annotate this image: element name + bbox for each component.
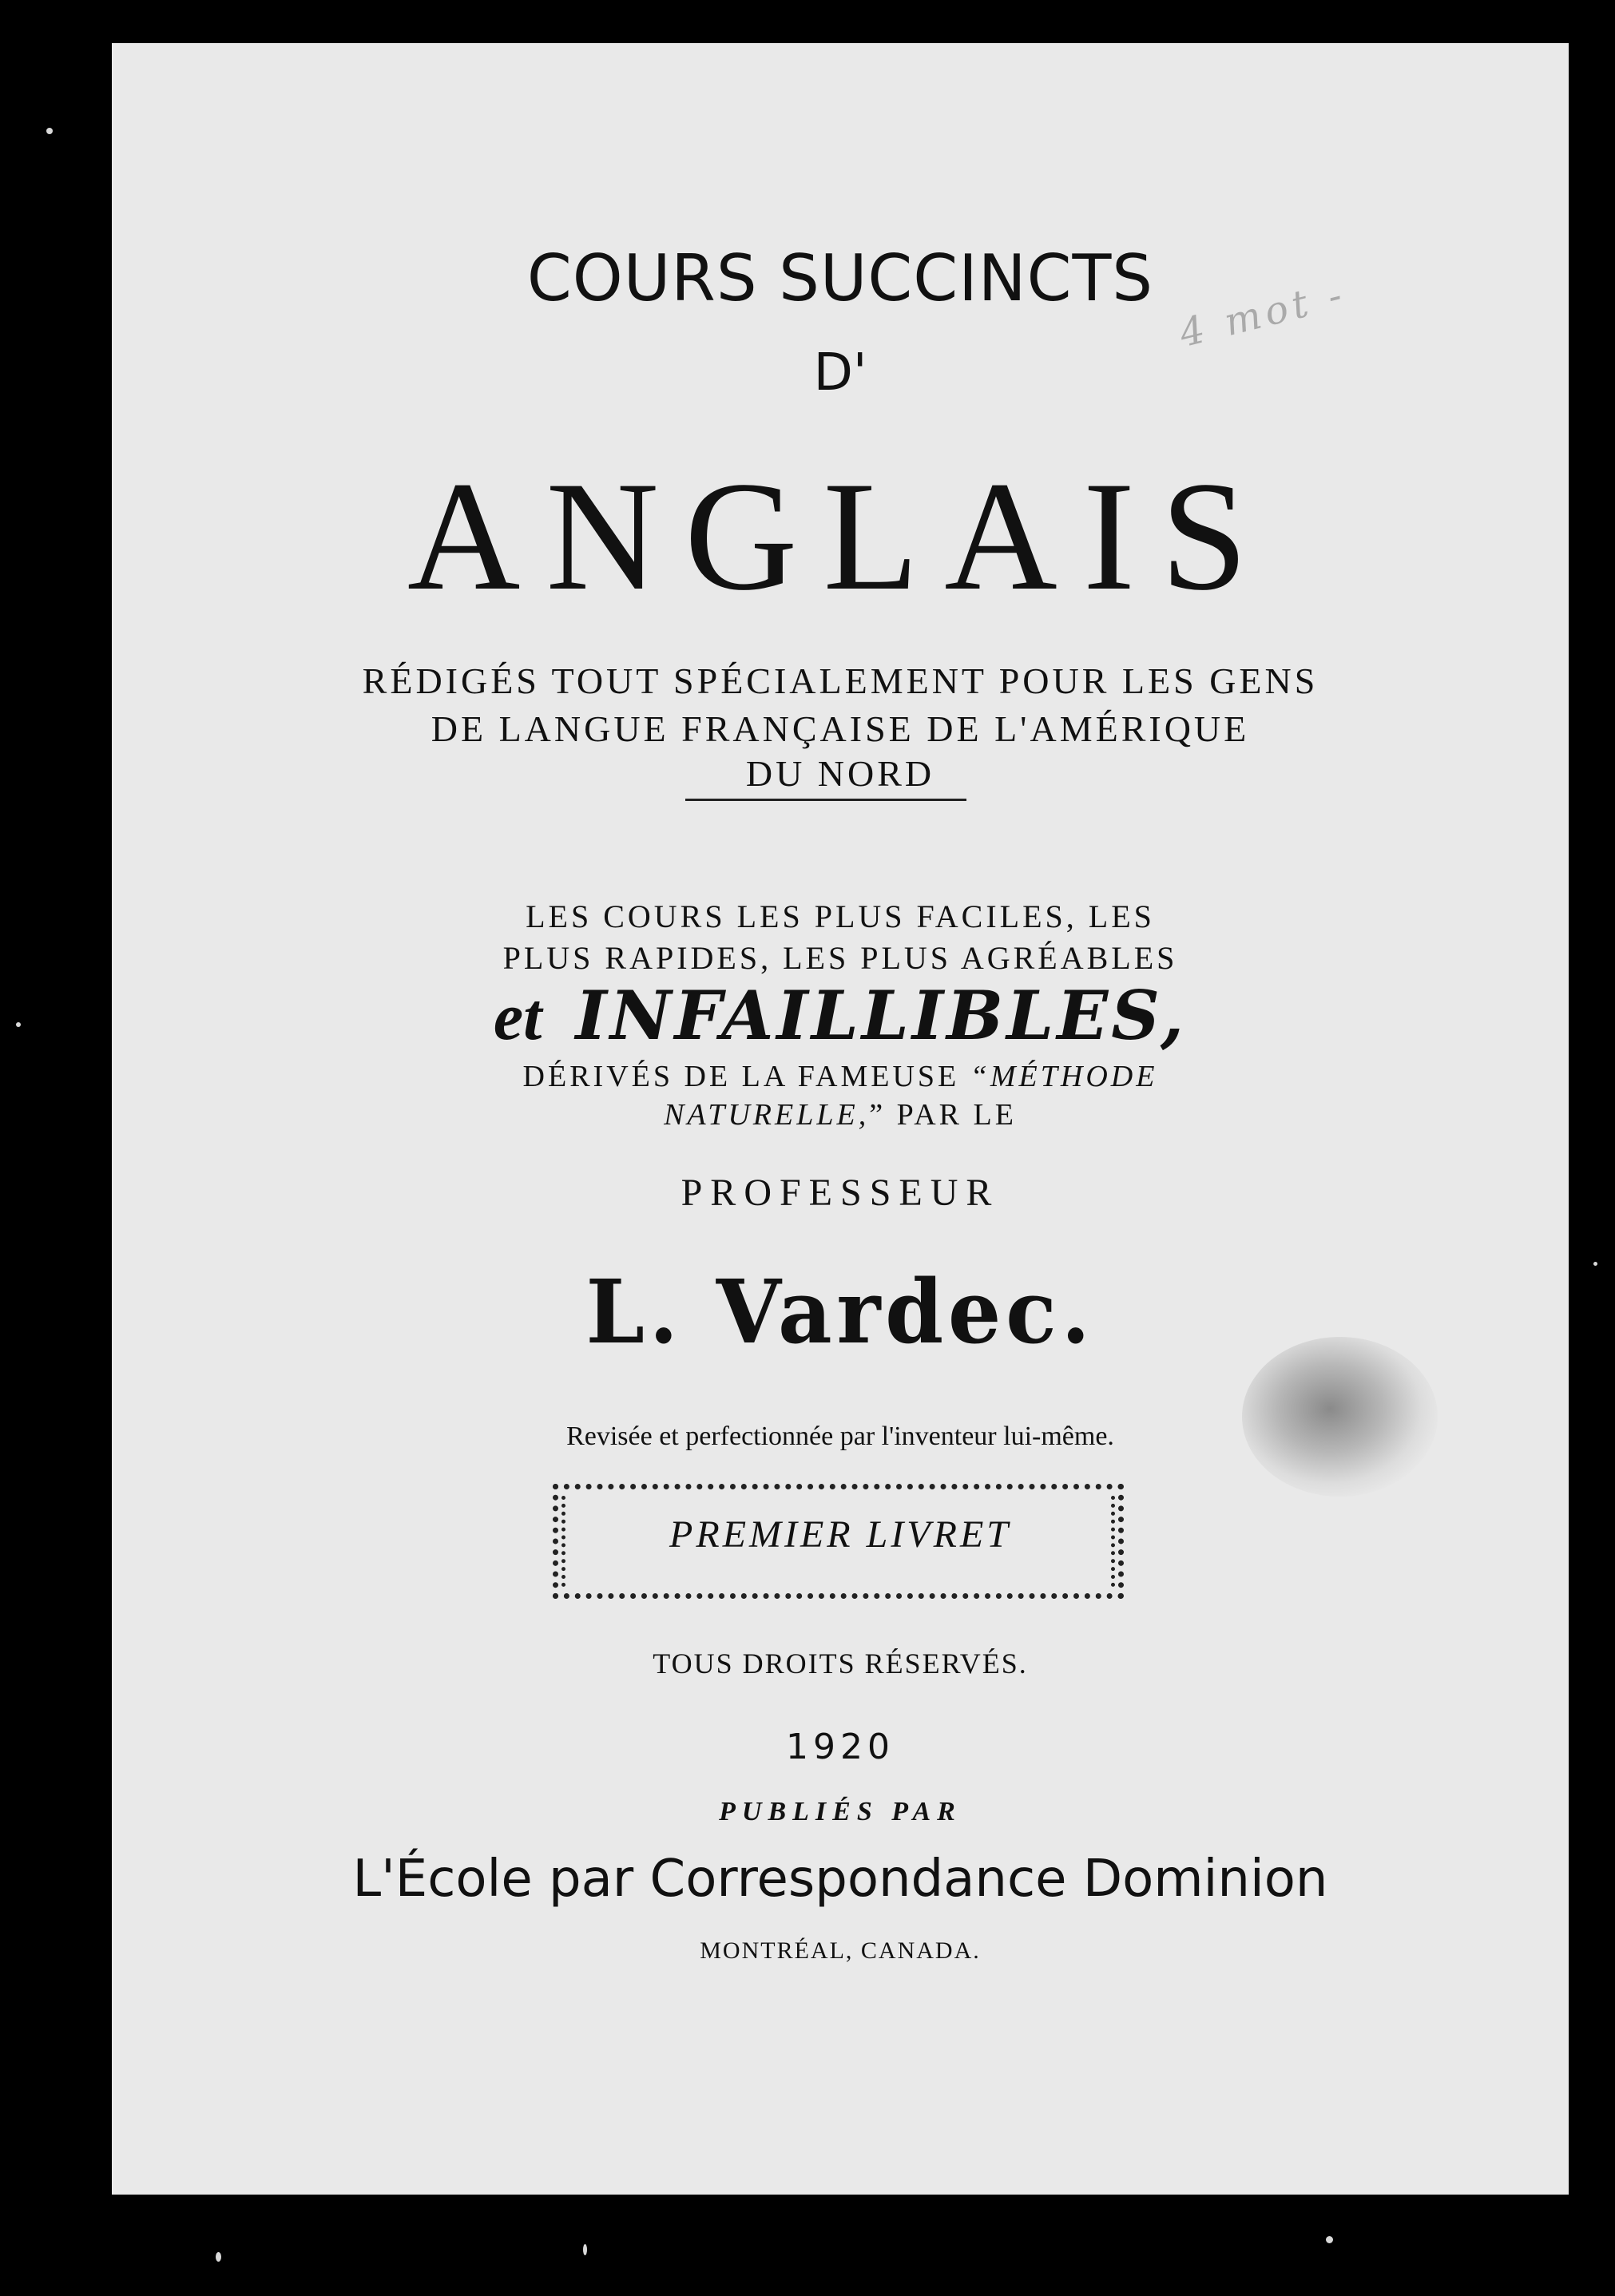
year: 1920 [786, 1727, 895, 1767]
title-line-2: D' [813, 343, 867, 402]
publisher-label: PUBLIÉS PAR [719, 1797, 962, 1826]
description-line-1: LES COURS LES PLUS FACILES, LES [526, 898, 1155, 934]
author-role: PROFESSEUR [681, 1172, 1000, 1214]
description-infaillibles: INFAILLIBLES, [575, 976, 1188, 1055]
revision-note: Revisée et perfectionnée par l'inventeur lui-même. [566, 1422, 1114, 1451]
description-line-2: PLUS RAPIDES, LES PLUS AGRÉABLES [502, 940, 1178, 976]
subtitle-line-3: DU NORD [745, 753, 935, 794]
description-line-4-plain: DÉRIVÉS DE LA FAMEUSE [522, 1060, 960, 1093]
divider-rule [685, 799, 966, 801]
publisher-city: MONTRÉAL, [700, 1937, 854, 1964]
publisher-name: L'École par Correspondance Dominion [352, 1850, 1328, 1909]
description-et: et [493, 980, 542, 1054]
description-line-3 [112, 976, 1569, 1056]
volume-label: PREMIER LIVRET [669, 1513, 1011, 1556]
ink-smudge [1242, 1337, 1438, 1497]
title-line-1: COURS SUCCINCTS [526, 241, 1154, 315]
rights-notice: TOUS DROITS RÉSERVÉS. [653, 1648, 1028, 1679]
pencil-annotation: 4 mot - [1175, 272, 1351, 357]
publisher-country: CANADA. [860, 1937, 981, 1964]
publisher-location [112, 1937, 1569, 1965]
description-line-4-italic: “MÉTHODE [970, 1060, 1158, 1093]
description-line-5 [112, 1097, 1569, 1132]
main-title: ANGLAIS [407, 450, 1274, 623]
description-line-4 [112, 1059, 1569, 1094]
author-name: L. Vardec. [585, 1260, 1095, 1363]
description-line-5-plain: ” PAR LE [869, 1098, 1017, 1132]
subtitle-line-1: RÉDIGÉS TOUT SPÉCIALEMENT POUR LES GENS [362, 660, 1319, 701]
description-line-5-italic: NATURELLE, [664, 1098, 870, 1132]
subtitle-line-2: DE LANGUE FRANÇAISE DE L'AMÉRIQUE [431, 708, 1250, 749]
title-page [112, 43, 1569, 2195]
